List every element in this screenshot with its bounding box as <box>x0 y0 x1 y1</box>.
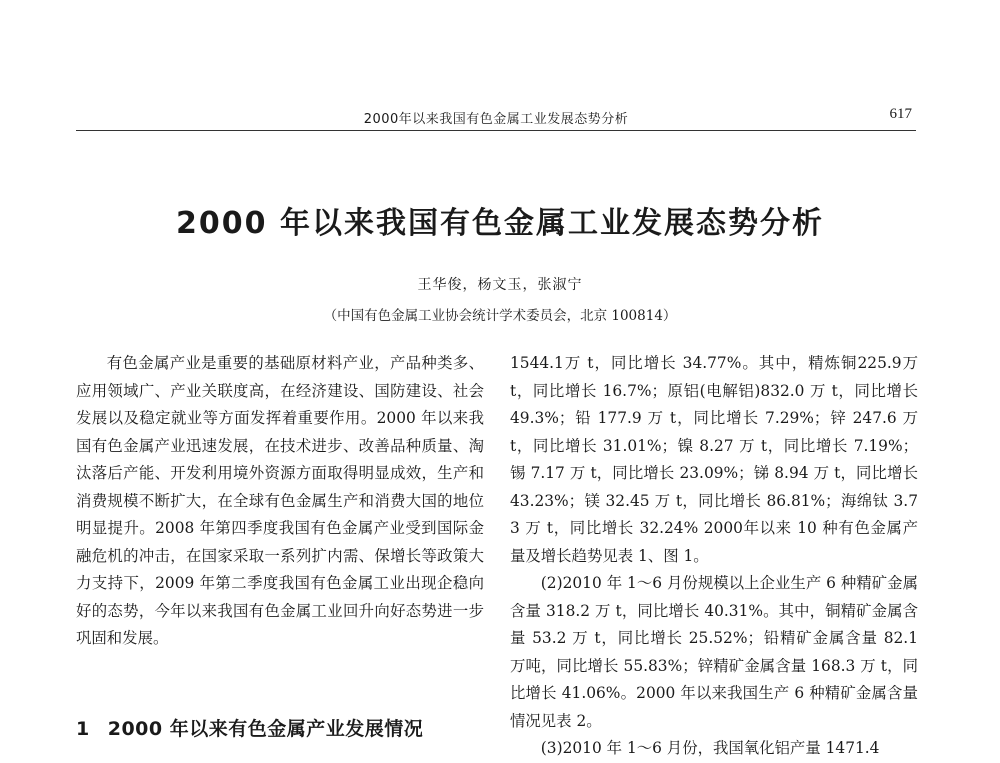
authors: 王华俊，杨文玉，张淑宁 <box>417 277 583 293</box>
affiliation: （中国有色金属工业协会统计学术委员会，北京 100814） <box>323 308 677 324</box>
left-column <box>76 350 484 653</box>
intro-paragraph: 有色金属产业是重要的基础原材料产业，产品种类多、应用领域广、产业关联度高，在经济建设、国防建设、社会发展以及稳定就业等方面发挥着重要作用。2000 年以来我国有色金属产业迅速发展，在技术进步、改善品种质量、淘汰落后产能、开发利用境外资源方面取得明显成效，生产和消费规模不断扩大，在全球有色金属生产和消费大国的地位明显提升。2008 年第四季度我国有色金属产业受到国际金融危机的冲击，在国家采取一系列扩内需、保增长等政策大力支持下，2009 年第二季度我国有色金属工业出现企稳向好的态势，今年以来我国有色金属工业回升向好态势进一步巩固和发展。 <box>76 354 484 647</box>
article-title: 2000 年以来我国有色金属工业发展态势分析 <box>176 206 824 241</box>
alumina-paragraph: (3)2010 年 1～6 月份，我国氧化铝产量 1471.4 <box>540 739 880 757</box>
concentrate-paragraph: (2)2010 年 1～6 月份规模以上企业生产 6 种精矿金属含量 318.2 万 t，同比增长 40.31%。其中，铜精矿金属含量 53.2 万 t，同比增长 25.52%；铅精矿金属含量 82.1 万吨，同比增长 55.83%；锌精矿金属含量 168.3 万 t，同比增长 41.06%。2000 年以来我国生产 6 种精矿金属含量情况见表 2。 <box>510 574 918 730</box>
running-header <box>76 100 916 131</box>
continuation-paragraph: 1544.1万 t，同比增长 34.77%。其中，精炼铜225.9万 t，同比增长 16.7%；原铝(电解铝)832.0 万 t，同比增长 49.3%；铅 177.9 万 t，同比增长 7.29%；锌 247.6 万 t，同比增长 31.01%；镍 8.27 万 t，同比增长 7.19%；锡 7.17 万 t，同比增长 23.09%；锑 8.94 万 t，同比增长 43.23%；镁 32.45 万 t，同比增长 86.81%；海绵钛 3.73 万 t，同比增长 32.24% 2000年以来 10 种有色金属产量及增长趋势见表 1、图 1。 <box>510 354 918 565</box>
section-heading <box>76 714 423 741</box>
page-number: 617 <box>889 106 912 122</box>
right-column <box>510 350 918 763</box>
running-title: 2000年以来我国有色金属工业发展态势分析 <box>363 112 629 127</box>
section-title: 2000 年以来有色金属产业发展情况 <box>107 718 424 740</box>
section-number: 1 <box>76 718 90 740</box>
